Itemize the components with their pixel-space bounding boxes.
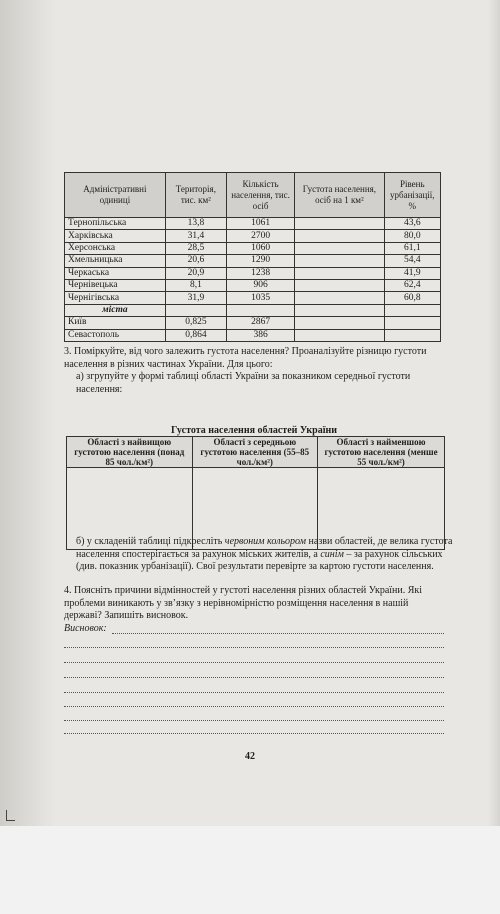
area-value: 0,864 — [165, 329, 226, 341]
population-value: 1238 — [226, 267, 294, 279]
answer-line[interactable] — [112, 633, 444, 634]
population-value: 2700 — [226, 230, 294, 242]
answer-line[interactable] — [64, 706, 444, 707]
region-name: Тернопільська — [65, 218, 166, 230]
region-name: Черкаська — [65, 267, 166, 279]
task-3-text: 3. Поміркуйте, від чого залежить густота населення? Проаналізуйте різницю густоти населення в різних частинах України. Для цього: — [64, 346, 427, 370]
urbanization-value: 41,9 — [384, 267, 440, 279]
population-value: 1061 — [226, 218, 294, 230]
population-value: 1060 — [226, 242, 294, 254]
urbanization-value: 54,4 — [384, 255, 440, 267]
answer-line[interactable] — [64, 720, 444, 721]
urbanization-value: 80,0 — [384, 230, 440, 242]
density-groups-table — [66, 436, 445, 550]
table-row — [65, 255, 441, 267]
population-value: 2867 — [226, 317, 294, 329]
urbanization-value: 43,6 — [384, 218, 440, 230]
answer-line[interactable] — [64, 662, 444, 663]
region-name: Чернівецька — [65, 279, 166, 291]
header-medium-density: Області з середньою густотою населення (55–85 чол./км²) — [192, 437, 317, 468]
corner-mark — [6, 810, 15, 821]
task-3 — [64, 346, 444, 396]
task-3b — [64, 536, 456, 574]
header-area: Територія, тис. км² — [165, 173, 226, 218]
answer-line[interactable] — [64, 692, 444, 693]
density-value — [295, 292, 384, 304]
blank-background — [0, 826, 500, 914]
table-row — [65, 230, 441, 242]
task-3b-red: червоним кольором — [224, 536, 307, 547]
page-edge — [488, 0, 500, 826]
empty-cell — [165, 304, 226, 316]
population-value: 386 — [226, 329, 294, 341]
area-value: 13,8 — [165, 218, 226, 230]
answer-line[interactable] — [64, 733, 444, 734]
task-3a-text: а) згрупуйте у формі таблиці області України за показником середньої густоти населення: — [76, 371, 411, 395]
city-name: Севастополь — [65, 329, 166, 341]
task-4 — [64, 585, 444, 623]
area-value: 20,6 — [165, 255, 226, 267]
empty-cell — [226, 304, 294, 316]
cities-subheader-row — [65, 304, 441, 316]
urbanization-value: 60,8 — [384, 292, 440, 304]
header-population: Кількість населення, тис. осіб — [226, 173, 294, 218]
density-value — [295, 267, 384, 279]
task-3b-blue: синім — [320, 548, 344, 560]
table-row — [65, 292, 441, 304]
region-name: Хмельницька — [65, 255, 166, 267]
area-value: 20,9 — [165, 267, 226, 279]
conclusion-label-text: Висновок: — [64, 623, 107, 634]
table-row — [65, 218, 441, 230]
urbanization-value: 62,4 — [384, 279, 440, 291]
urbanization-value — [384, 329, 440, 341]
answer-line[interactable] — [64, 647, 444, 648]
table-row — [65, 329, 441, 341]
density-value — [295, 218, 384, 230]
density-value — [295, 279, 384, 291]
header-density: Густота населення, осіб на 1 км² — [295, 173, 384, 218]
density-value — [295, 242, 384, 254]
task-3b-part1: б) у складеній таблиці підкресліть — [76, 536, 223, 547]
table-row — [65, 267, 441, 279]
area-value: 31,9 — [165, 292, 226, 304]
header-high-density: Області з найвищою густотою населення (понад 85 чол./км²) — [67, 437, 193, 468]
task-3b-part3: – за рахунок сільських (див. показник урбанізації). Свої результати перевірте за картою густоти населення. — [76, 548, 443, 572]
empty-cell — [384, 304, 440, 316]
population-value: 906 — [226, 279, 294, 291]
task-4-text: 4. Поясніть причини відмінностей у густоті населення різних областей України. Які проблеми виникають у зв’язку з нерівномірністю розміщення населення в нашій державі? Запишіть висновок. — [64, 585, 423, 621]
table-row — [65, 317, 441, 329]
urbanization-value — [384, 317, 440, 329]
density-value — [295, 230, 384, 242]
population-table — [64, 172, 441, 342]
header-admin-units: Адміністративні одиниці — [65, 173, 166, 218]
cities-subheader: міста — [65, 304, 166, 316]
density-value — [295, 329, 384, 341]
area-value: 31,4 — [165, 230, 226, 242]
city-name: Київ — [65, 317, 166, 329]
density-value — [295, 255, 384, 267]
region-name: Харківська — [65, 230, 166, 242]
region-name: Херсонська — [65, 242, 166, 254]
density-table-title: Густота населення областей України — [170, 425, 338, 436]
region-name: Чернігівська — [65, 292, 166, 304]
header-low-density: Області з найменшою густотою населення (менше 55 чол./км²) — [318, 437, 445, 468]
population-value: 1035 — [226, 292, 294, 304]
table-row — [65, 242, 441, 254]
area-value: 0,825 — [165, 317, 226, 329]
header-urbanization: Рівень урбанізації, % — [384, 173, 440, 218]
page-number: 42 — [245, 751, 255, 762]
table-row — [65, 279, 441, 291]
answer-line[interactable] — [64, 677, 444, 678]
task-3b-part2: назви областей, де велика густота населення спостерігається за рахунок міських жителів, а — [76, 536, 453, 560]
population-value: 1290 — [226, 255, 294, 267]
density-value — [295, 317, 384, 329]
area-value: 28,5 — [165, 242, 226, 254]
urbanization-value: 61,1 — [384, 242, 440, 254]
page-shadow — [0, 0, 55, 826]
empty-cell — [295, 304, 384, 316]
area-value: 8,1 — [165, 279, 226, 291]
